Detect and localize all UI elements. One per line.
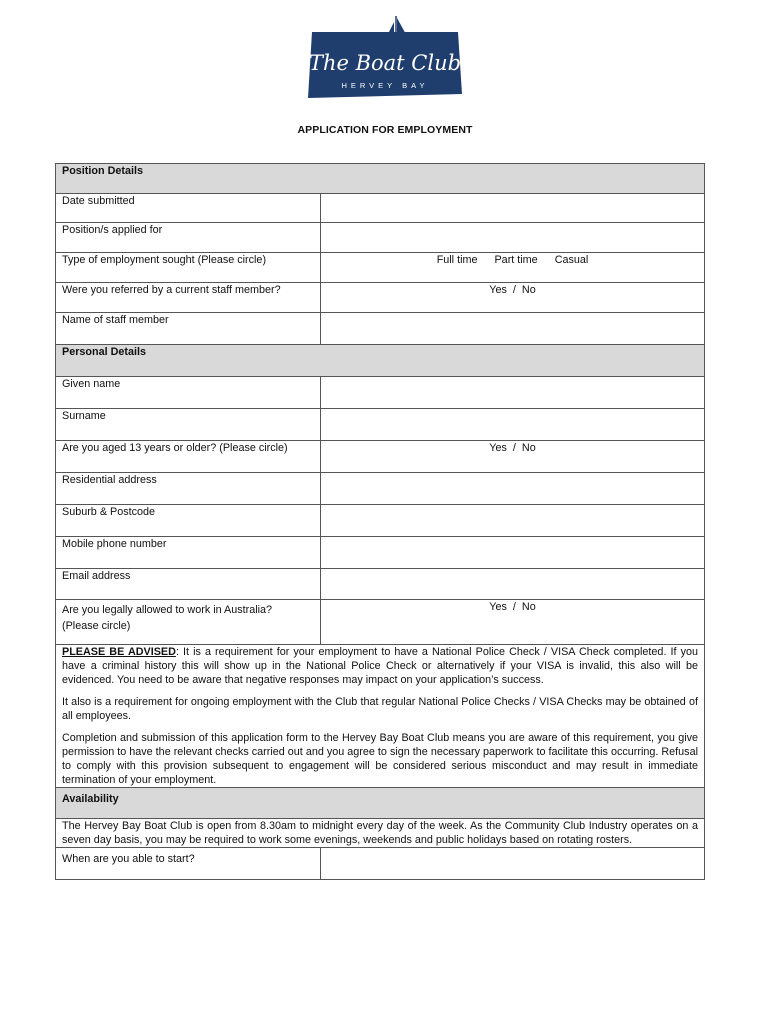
email-label: Email address [56, 569, 321, 600]
start-date-label: When are you able to start? [56, 848, 321, 880]
form-row [56, 223, 705, 253]
advisory-paragraph-1 [62, 645, 698, 687]
boat-club-logo [306, 14, 464, 108]
date-submitted-label: Date submitted [56, 194, 321, 223]
application-form-table [55, 163, 705, 880]
legally-allowed-yes-no[interactable]: Yes / No [321, 600, 705, 645]
employment-type-options [321, 253, 705, 283]
staff-member-name-label: Name of staff member [56, 313, 321, 345]
date-submitted-field[interactable] [321, 194, 705, 223]
residential-address-label: Residential address [56, 473, 321, 505]
option-casual[interactable]: Casual [554, 254, 589, 266]
residential-address-field[interactable] [321, 473, 705, 505]
mobile-label: Mobile phone number [56, 537, 321, 569]
positions-applied-field[interactable] [321, 223, 705, 253]
surname-field[interactable] [321, 409, 705, 441]
employment-type-label: Type of employment sought (Please circle) [56, 253, 321, 283]
form-row [56, 569, 705, 600]
aged-13-yes-no[interactable]: Yes / No [321, 441, 705, 473]
form-row [56, 848, 705, 880]
surname-label: Surname [56, 409, 321, 441]
position-details-header-row [56, 164, 705, 194]
form-row [56, 377, 705, 409]
suburb-postcode-field[interactable] [321, 505, 705, 537]
advisory-text-1: : It is a requirement for your employment to have a National Police Check / VISA Check completed. If you have a criminal history this will show up in the National Police Check or alternatively if your VISA is invalid, this also will be evidenced. You need to be aware that negative responses may impact on your application’s success. [62, 646, 698, 686]
form-row [56, 194, 705, 223]
given-name-label: Given name [56, 377, 321, 409]
form-row [56, 537, 705, 569]
advisory-label: PLEASE BE ADVISED [62, 646, 176, 658]
referred-label: Were you referred by a current staff member? [56, 283, 321, 313]
mobile-field[interactable] [321, 537, 705, 569]
form-row [56, 473, 705, 505]
form-row [56, 283, 705, 313]
legally-allowed-label [56, 600, 321, 645]
option-full-time[interactable]: Full time [436, 254, 478, 266]
form-row [56, 253, 705, 283]
form-row [56, 313, 705, 345]
svg-text:HERVEY BAY: HERVEY BAY [341, 81, 429, 90]
form-title: APPLICATION FOR EMPLOYMENT [297, 124, 473, 136]
advisory-text [56, 645, 705, 788]
section-header-availability: Availability [56, 788, 705, 819]
staff-member-name-field[interactable] [321, 313, 705, 345]
start-date-field[interactable] [321, 848, 705, 880]
legally-allowed-line1: Are you legally allowed to work in Australia? [62, 604, 273, 616]
referred-yes-no[interactable]: Yes / No [321, 283, 705, 313]
suburb-postcode-label: Suburb & Postcode [56, 505, 321, 537]
positions-applied-label: Position/s applied for [56, 223, 321, 253]
svg-text:The Boat Club: The Boat Club [308, 51, 462, 75]
form-row [56, 441, 705, 473]
option-part-time[interactable]: Part time [494, 254, 538, 266]
availability-header-row [56, 788, 705, 819]
email-field[interactable] [321, 569, 705, 600]
advisory-paragraph-2: It also is a requirement for ongoing employment with the Club that regular National Police Checks / VISA Checks may be obtained of all employees. [62, 696, 698, 722]
form-row [56, 505, 705, 537]
legally-allowed-line2: (Please circle) [62, 620, 131, 632]
availability-text-row [56, 819, 705, 848]
availability-text: The Hervey Bay Boat Club is open from 8.30am to midnight every day of the week. As the Community Club Industry operates on a seven day basis, you may be required to work some evenings, weekends and public holidays based on rotating rosters. [56, 819, 705, 848]
advisory-paragraph-3: Completion and submission of this application form to the Hervey Bay Boat Club means you are aware of this requirement, you give permission to have the relevant checks carried out and you agree to sign the necessary paperwork to facilitate this occurring. Refusal to comply with this provision subsequent to engagement will be considered serious misconduct and may result in immediate termination of your employment. [62, 732, 698, 786]
personal-details-header-row [56, 345, 705, 377]
section-header-personal-details: Personal Details [56, 345, 705, 377]
form-row [56, 409, 705, 441]
given-name-field[interactable] [321, 377, 705, 409]
aged-13-label: Are you aged 13 years or older? (Please circle) [56, 441, 321, 473]
form-row [56, 600, 705, 645]
advisory-row [56, 645, 705, 788]
section-header-position-details: Position Details [56, 164, 705, 194]
